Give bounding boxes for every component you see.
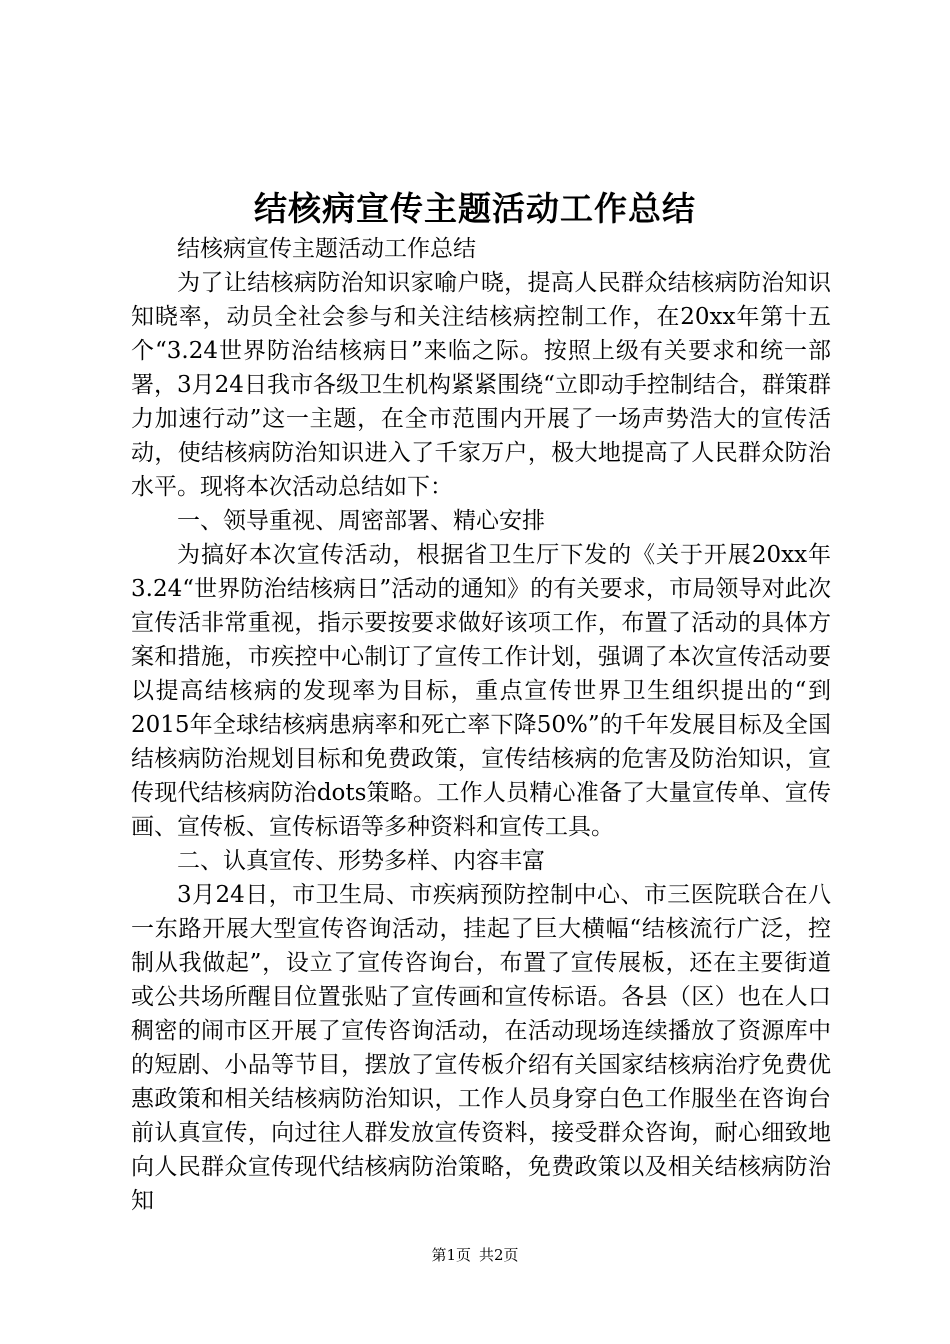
document-title: 结核病宣传主题活动工作总结 xyxy=(254,189,696,228)
intro-paragraph: 为了让结核病防治知识家喻户晓，提高人民群众结核病防治知识知晓率，动员全社会参与和关注结核病控制工作，在20xx年第十五个“3.24世界防治结核病日”来临之际。按照上级有关要求和统一部署，3月24日我市各级卫生机构紧紧围绕“立即动手控制结合，群策群力加速行动”这一主题，在全市范围内开展了一场声势浩大的宣传活动，使结核病防治知识进入了千家万户，极大地提高了人民群众防治水平。现将本次活动总结如下： xyxy=(131,270,831,500)
page-footer xyxy=(0,1244,950,1266)
subtitle-paragraph: 结核病宣传主题活动工作总结 xyxy=(177,236,476,262)
section-heading-1: 一、领导重视、周密部署、精心安排 xyxy=(177,508,545,534)
document-body xyxy=(131,232,831,1218)
section-2-paragraph: 3月24日，市卫生局、市疾病预防控制中心、市三医院联合在八一东路开展大型宣传咨询活动，挂起了巨大横幅“结核流行广泛，控制从我做起”，设立了宣传咨询台，布置了宣传展板，还在主要街道或公共场所醒目位置张贴了宣传画和宣传标语。各县（区）也在人口稠密的闹市区开展了宣传咨询活动，在活动现场连续播放了资源库中的短剧、小品等节目，摆放了宣传板介绍有关国家结核病治疗免费优惠政策和相关结核病防治知识，工作人员身穿白色工作服坐在咨询台前认真宣传，向过往人群发放宣传资料，接受群众咨询，耐心细致地向人民群众宣传现代结核病防治策略，免费政策以及相关结核病防治知 xyxy=(131,882,831,1214)
page-total: 共2页 xyxy=(479,1246,519,1264)
section-1-paragraph: 为搞好本次宣传活动，根据省卫生厅下发的《关于开展20xx年3.24“世界防治结核病日”活动的通知》的有关要求，市局领导对此次宣传活非常重视，指示要按要求做好该项工作，布置了活动的具体方案和措施，市疾控中心制订了宣传工作计划，强调了本次宣传活动要以提高结核病的发现率为目标，重点宣传世界卫生组织提出的“到2015年全球结核病患病率和死亡率下降50%”的千年发展目标及全国结核病防治规划目标和免费政策，宣传结核病的危害及防治知识，宣传现代结核病防治dots策略。工作人员精心准备了大量宣传单、宣传画、宣传板、宣传标语等多种资料和宣传工具。 xyxy=(131,542,831,840)
page-number: 第1页 xyxy=(431,1246,471,1264)
section-heading-2: 二、认真宣传、形势多样、内容丰富 xyxy=(177,848,545,874)
